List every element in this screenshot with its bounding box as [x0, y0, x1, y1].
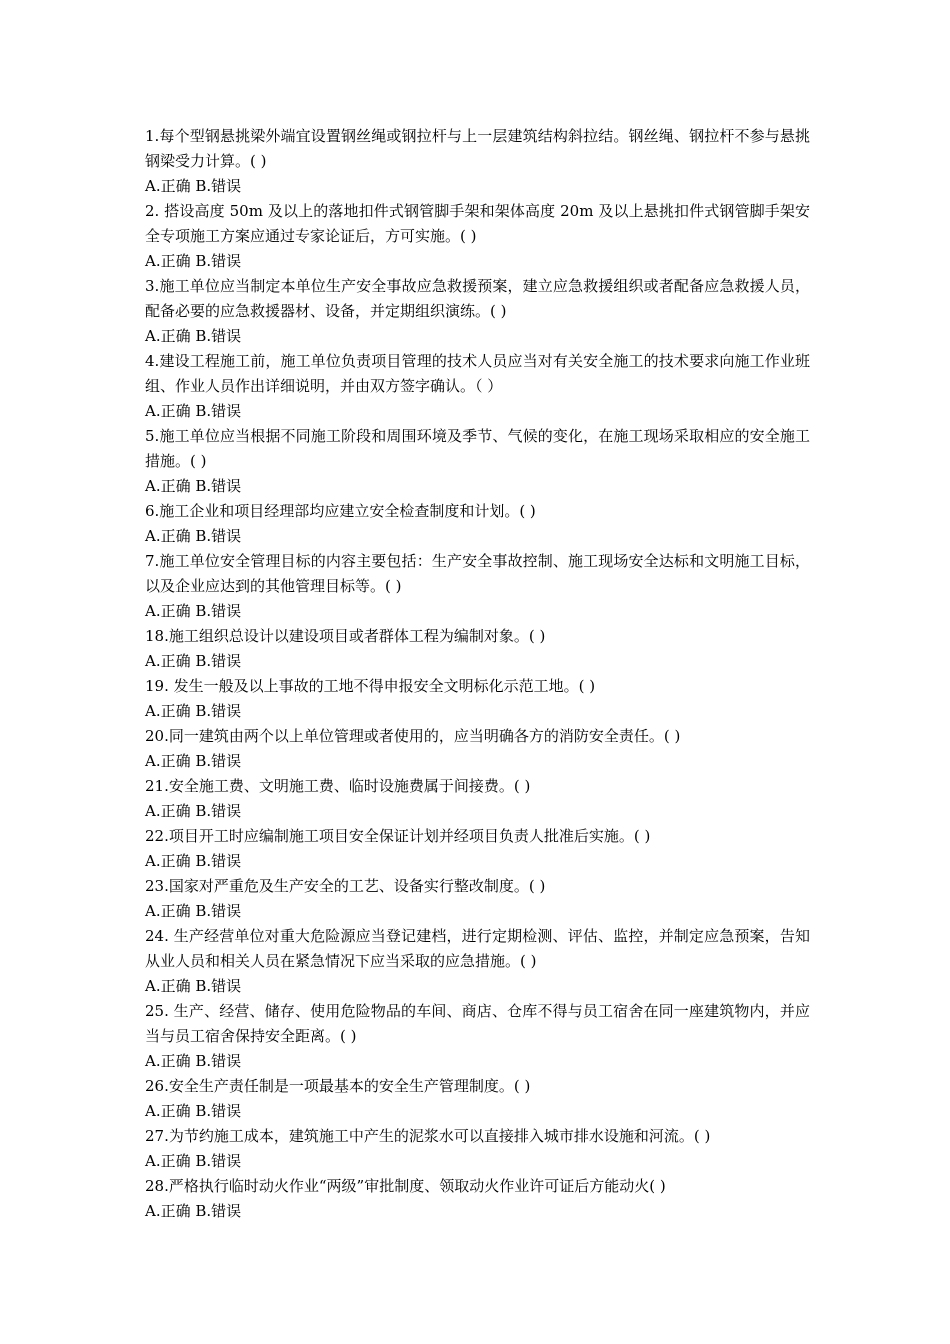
question-item — [145, 624, 810, 674]
answer-options: A.正确 B.错误 — [145, 652, 242, 670]
question-item — [145, 199, 810, 274]
answer-options: A.正确 B.错误 — [145, 1102, 242, 1120]
question-text: 22.项目开工时应编制施工项目安全保证计划并经项目负责人批准后实施。( ) — [145, 827, 651, 845]
question-item — [145, 874, 810, 924]
question-text: 24. 生产经营单位对重大危险源应当登记建档，进行定期检测、评估、监控，并制定应急预案，告知从业人员和相关人员在紧急情况下应当采取的应急措施。( ) — [145, 927, 810, 970]
question-item — [145, 999, 810, 1074]
answer-options: A.正确 B.错误 — [145, 1202, 242, 1220]
question-list — [145, 124, 810, 1224]
question-item — [145, 349, 810, 424]
question-item — [145, 1174, 810, 1224]
question-text: 23.国家对严重危及生产安全的工艺、设备实行整改制度。( ) — [145, 877, 546, 895]
question-text: 27.为节约施工成本，建筑施工中产生的泥浆水可以直接排入城市排水设施和河流。( ) — [145, 1127, 711, 1145]
question-item — [145, 499, 810, 549]
question-text: 18.施工组织总设计以建设项目或者群体工程为编制对象。( ) — [145, 627, 546, 645]
question-item — [145, 674, 810, 724]
question-item — [145, 1124, 810, 1174]
answer-options: A.正确 B.错误 — [145, 902, 242, 920]
question-item — [145, 1074, 810, 1124]
answer-options: A.正确 B.错误 — [145, 752, 242, 770]
question-text: 6.施工企业和项目经理部均应建立安全检查制度和计划。( ) — [145, 502, 536, 520]
question-item — [145, 274, 810, 349]
answer-options: A.正确 B.错误 — [145, 977, 242, 995]
question-text: 20.同一建筑由两个以上单位管理或者使用的，应当明确各方的消防安全责任。( ) — [145, 727, 681, 745]
answer-options: A.正确 B.错误 — [145, 702, 242, 720]
question-text: 2. 搭设高度 50m 及以上的落地扣件式钢管脚手架和架体高度 20m 及以上悬挑扣件式钢管脚手架安全专项施工方案应通过专家论证后，方可实施。( ) — [145, 202, 810, 245]
question-text: 5.施工单位应当根据不同施工阶段和周围环境及季节、气候的变化，在施工现场采取相应的安全施工措施。( ) — [145, 427, 810, 470]
question-item — [145, 774, 810, 824]
question-item — [145, 424, 810, 499]
question-text: 25. 生产、经营、储存、使用危险物品的车间、商店、仓库不得与员工宿舍在同一座建筑物内，并应当与员工宿舍保持安全距离。( ) — [145, 1002, 810, 1045]
answer-options: A.正确 B.错误 — [145, 1052, 242, 1070]
question-text: 21.安全施工费、文明施工费、临时设施费属于间接费。( ) — [145, 777, 531, 795]
question-text: 3.施工单位应当制定本单位生产安全事故应急救援预案，建立应急救援组织或者配备应急救援人员，配备必要的应急救援器材、设备，并定期组织演练。( ) — [145, 277, 810, 320]
answer-options: A.正确 B.错误 — [145, 527, 242, 545]
answer-options: A.正确 B.错误 — [145, 177, 242, 195]
question-text: 4.建设工程施工前，施工单位负责项目管理的技术人员应当对有关安全施工的技术要求向施工作业班组、作业人员作出详细说明，并由双方签字确认。（ ） — [145, 352, 810, 395]
answer-options: A.正确 B.错误 — [145, 1152, 242, 1170]
question-item — [145, 124, 810, 199]
question-text: 7.施工单位安全管理目标的内容主要包括：生产安全事故控制、施工现场安全达标和文明施工目标，以及企业应达到的其他管理目标等。( ) — [145, 552, 810, 595]
answer-options: A.正确 B.错误 — [145, 402, 242, 420]
question-item — [145, 824, 810, 874]
question-text: 1.每个型钢悬挑梁外端宜设置钢丝绳或钢拉杆与上一层建筑结构斜拉结。钢丝绳、钢拉杆不参与悬挑钢梁受力计算。( ) — [145, 127, 810, 170]
question-item — [145, 549, 810, 624]
question-text: 26.安全生产责任制是一项最基本的安全生产管理制度。( ) — [145, 1077, 531, 1095]
answer-options: A.正确 B.错误 — [145, 252, 242, 270]
question-item — [145, 724, 810, 774]
answer-options: A.正确 B.错误 — [145, 852, 242, 870]
question-item — [145, 924, 810, 999]
question-text: 19. 发生一般及以上事故的工地不得申报安全文明标化示范工地。( ) — [145, 677, 596, 695]
answer-options: A.正确 B.错误 — [145, 602, 242, 620]
answer-options: A.正确 B.错误 — [145, 327, 242, 345]
question-text: 28.严格执行临时动火作业“两级”审批制度、领取动火作业许可证后方能动火( ) — [145, 1177, 666, 1195]
answer-options: A.正确 B.错误 — [145, 802, 242, 820]
answer-options: A.正确 B.错误 — [145, 477, 242, 495]
